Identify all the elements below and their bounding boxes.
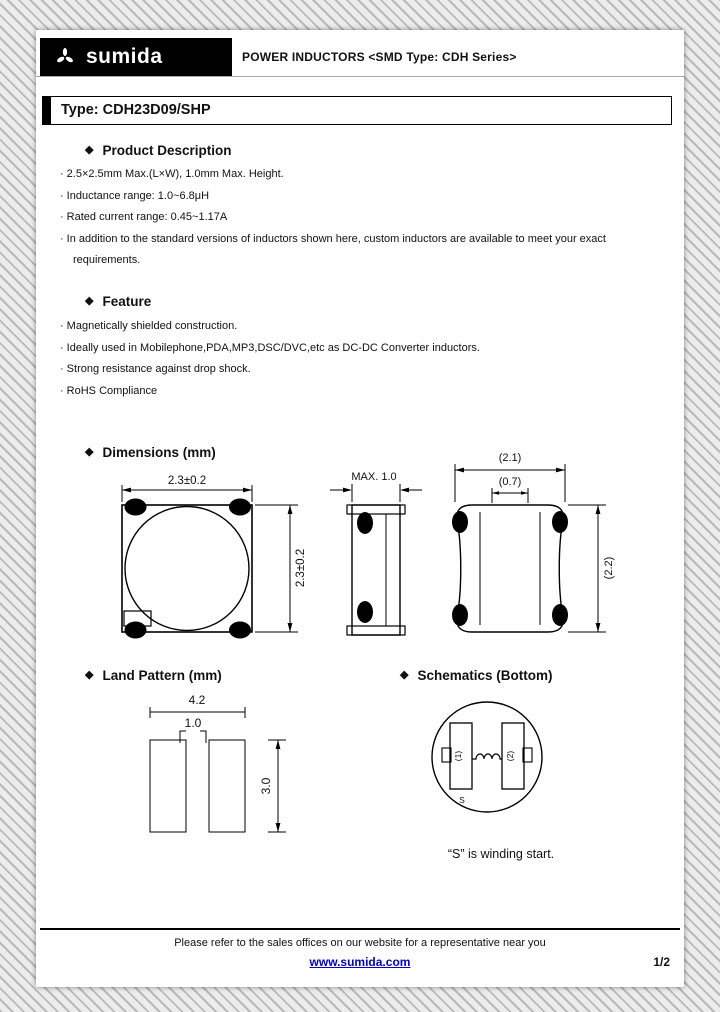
list-item <box>60 186 676 208</box>
list-item-text: RoHS Compliance <box>66 384 158 397</box>
section-land-pattern <box>85 668 222 683</box>
list-item <box>60 207 676 229</box>
winding-start-label: S <box>459 795 465 805</box>
type-box-accent-bar <box>43 97 51 124</box>
product-description-heading: Product Description <box>102 143 232 158</box>
sumida-website-link[interactable]: www.sumida.com <box>309 955 411 969</box>
schematic-pin2-label: (2) <box>505 750 515 762</box>
dim-bottom-terminal: (0.7) <box>498 476 522 488</box>
sumida-flower-icon <box>52 44 78 70</box>
list-item-text: Magnetically shielded construction. <box>66 320 238 332</box>
bullet-icon: · <box>60 168 64 180</box>
list-item-text: Strong resistance against drop shock. <box>66 363 251 375</box>
inductor-side-view-drawing <box>320 460 430 645</box>
dim-bottom-height: (2.2) <box>603 556 615 580</box>
section-feature <box>85 294 151 309</box>
footer-link-wrap <box>36 955 684 969</box>
product-description-list <box>60 164 676 272</box>
dim-land-gap: 1.0 <box>184 716 202 730</box>
schematics-heading: Schematics (Bottom) <box>417 668 553 683</box>
list-item <box>60 316 676 338</box>
section-dimensions <box>85 445 216 460</box>
list-item <box>60 359 676 381</box>
part-type-label: Type: CDH23D09/SHP <box>61 102 211 118</box>
feature-list <box>60 316 676 402</box>
list-item <box>60 381 676 403</box>
list-item-text: Ideally used in Mobilephone,PDA,MP3,DSC/DVC,etc as DC-DC Converter inductors. <box>66 341 480 354</box>
diamond-icon: ◆ <box>85 669 94 681</box>
bullet-icon: · <box>60 232 64 245</box>
footer-note: Please refer to the sales offices on our website for a representative near you <box>174 937 546 949</box>
dim-top-width: 2.3±0.2 <box>167 475 207 487</box>
list-item-text: In addition to the standard versions of inductors shown here, custom inductors are available to meet your exact requirements. <box>66 232 606 266</box>
feature-heading: Feature <box>102 294 152 309</box>
bullet-icon: · <box>60 341 64 354</box>
bullet-icon: · <box>60 211 64 223</box>
land-pattern-drawing <box>140 692 300 840</box>
diamond-icon: ◆ <box>85 295 94 307</box>
list-item <box>60 229 676 272</box>
list-item-text: Rated current range: 0.45~1.17A <box>66 211 228 223</box>
sumida-logo-box <box>40 38 232 76</box>
section-product-description <box>85 143 231 158</box>
page-number: 1/2 <box>653 955 670 969</box>
bullet-icon: · <box>60 384 64 397</box>
land-pattern-heading: Land Pattern (mm) <box>102 668 222 683</box>
schematic-pin1-label: (1) <box>453 750 463 762</box>
header-divider <box>36 76 684 77</box>
diamond-icon: ◆ <box>400 669 409 681</box>
list-item-text: Inductance range: 1.0~6.8μH <box>66 189 210 202</box>
schematic-note: “S” is winding start. <box>447 847 555 861</box>
list-item <box>60 338 676 360</box>
dim-land-height: 3.0 <box>259 777 273 795</box>
diamond-icon: ◆ <box>85 446 94 458</box>
datasheet-page <box>36 30 684 987</box>
list-item-text: 2.5×2.5mm Max.(L×W), 1.0mm Max. Height. <box>66 168 284 180</box>
footer-divider <box>40 928 680 930</box>
logo-wordmark: sumida <box>86 45 163 68</box>
type-box <box>42 96 672 125</box>
dim-bottom-width: (2.1) <box>498 452 522 464</box>
dim-side-thickness: MAX. 1.0 <box>351 471 397 483</box>
section-schematics <box>400 668 553 683</box>
document-title: POWER INDUCTORS <SMD Type: CDH Series> <box>242 50 517 64</box>
dimensions-heading: Dimensions (mm) <box>102 445 216 460</box>
dim-land-width: 4.2 <box>188 693 206 707</box>
bullet-icon: · <box>60 189 64 202</box>
list-item <box>60 164 676 186</box>
dim-top-height: 2.3±0.2 <box>295 548 307 588</box>
diamond-icon: ◆ <box>85 144 94 156</box>
inductor-top-view-drawing <box>110 460 310 645</box>
inductor-bottom-view-drawing <box>440 448 640 675</box>
schematic-bottom-drawing <box>420 695 560 820</box>
coil-symbol <box>472 754 502 759</box>
bullet-icon: · <box>60 320 64 332</box>
bullet-icon: · <box>60 363 64 375</box>
